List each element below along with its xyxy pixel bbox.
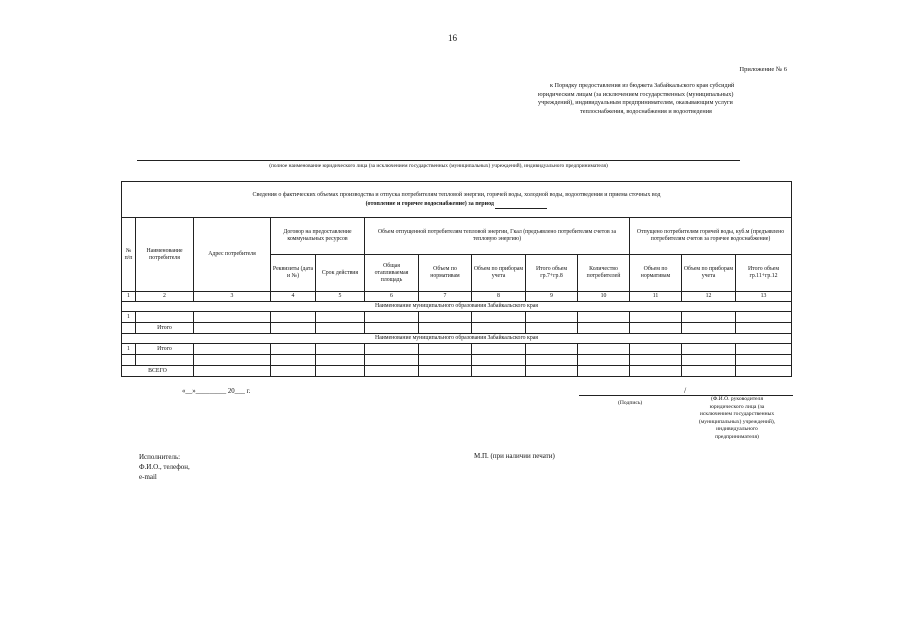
signature-slash: / [684, 386, 687, 395]
table-cell [271, 323, 316, 334]
table-cell [630, 355, 682, 366]
table-cell [578, 355, 630, 366]
table-cell [316, 366, 365, 377]
order-line: юридическим лицам (за исключением государственных (муниципальных) [538, 90, 734, 98]
table-cell [578, 312, 630, 323]
table-cell [365, 312, 419, 323]
table-cell [736, 366, 792, 377]
table-title-line1: Сведения о фактических объемах производства и отпуска потребителям тепловой энергии, горячей воды, холодной воды, водоотведения и приема сточных вод [252, 191, 661, 198]
table-cell: 1 [122, 312, 136, 323]
table-cell [630, 366, 682, 377]
municipality-label: Наименование муниципального образования Забайкальского края [122, 302, 792, 312]
table-cell [578, 323, 630, 334]
table-row [122, 323, 792, 334]
table-cell: Итого [136, 344, 194, 355]
column-number-cell: 6 [365, 292, 419, 302]
signature-caption: (Подпись) [618, 400, 643, 406]
header-hotwater: Отпущено потребителям горячей воды, куб.м (предъявлено потребителям счетов за горячее водоснабжение) [630, 218, 792, 255]
column-number-cell: 10 [578, 292, 630, 302]
subheader-cell: Объем по нормативам [630, 255, 682, 292]
table-cell: 1 [122, 344, 136, 355]
column-number-cell: 3 [194, 292, 271, 302]
period-blank [495, 202, 547, 209]
column-number-cell: 1 [122, 292, 136, 302]
column-number-cell: 7 [419, 292, 472, 302]
table-cell [316, 312, 365, 323]
table-cell [136, 312, 194, 323]
table-cell [271, 312, 316, 323]
head-caption-line: индивидуального [716, 426, 758, 432]
head-caption-line: юридического лица (за [709, 403, 765, 410]
table-cell [194, 355, 271, 366]
order-line: теплоснабжения, водоснабжения и водоотведения [580, 107, 712, 115]
table-cell [682, 344, 736, 355]
table-cell [419, 312, 472, 323]
executor-line: Исполнитель: [139, 453, 181, 461]
column-number-cell: 8 [472, 292, 526, 302]
column-number-cell: 2 [136, 292, 194, 302]
executor-line: Ф.И.О., телефон, [139, 463, 190, 471]
table-cell [122, 355, 136, 366]
table-title-line2 [123, 200, 790, 209]
table-cell [682, 323, 736, 334]
table-cell [194, 323, 271, 334]
org-name-caption: (полное наименование юридического лица (за исключением государственных (муниципальных) учреждений), индивидуального предпринимателя) [269, 163, 608, 169]
head-caption-line: (Ф.И.О. руководителя [710, 396, 764, 402]
column-number-cell: 13 [736, 292, 792, 302]
municipality-row [122, 302, 792, 312]
table-row [122, 366, 792, 377]
table-cell [194, 344, 271, 355]
head-caption-line: предпринимателя) [715, 433, 759, 440]
subheader-cell: Срок действия [316, 255, 365, 292]
table-cell [271, 344, 316, 355]
table-cell [630, 312, 682, 323]
table-cell [630, 323, 682, 334]
total-cell: ВСЕГО [122, 366, 194, 377]
head-caption-line: исключением государственных [699, 411, 775, 417]
seal-note: М.П. (при наличии печати) [474, 452, 555, 460]
municipality-row [122, 334, 792, 344]
table-cell [365, 323, 419, 334]
table-cell [526, 323, 578, 334]
subheader-cell: Объем по приборам учета [682, 255, 736, 292]
executor-line: e-mail [139, 473, 157, 481]
table-cell: Итого [136, 323, 194, 334]
subheader-cell: Объем по приборам учета [472, 255, 526, 292]
table-cell [122, 323, 136, 334]
table-cell [682, 312, 736, 323]
table-cell [419, 355, 472, 366]
table-cell [736, 323, 792, 334]
municipality-label: Наименование муниципального образования Забайкальского края [122, 334, 792, 344]
table-cell [136, 355, 194, 366]
column-number-cell: 4 [271, 292, 316, 302]
column-number-cell: 5 [316, 292, 365, 302]
report-table [121, 181, 792, 377]
table-cell [194, 366, 271, 377]
table-cell [682, 366, 736, 377]
head-name-caption [691, 396, 783, 441]
table-cell [316, 344, 365, 355]
table-cell [472, 344, 526, 355]
date-line: «__»_________ 20___ г. [182, 388, 251, 395]
table-row [122, 344, 792, 355]
table-cell [526, 312, 578, 323]
column-number-row [122, 292, 792, 302]
order-reference [538, 82, 788, 116]
subheader-cell: Реквизиты (дата и №) [271, 255, 316, 292]
table-cell [736, 312, 792, 323]
table-cell [419, 344, 472, 355]
table-cell [271, 366, 316, 377]
table-row [122, 355, 792, 366]
table-cell [419, 366, 472, 377]
subheader-cell: Количество потребителей [578, 255, 630, 292]
table-cell [194, 312, 271, 323]
page-number: 16 [448, 33, 457, 43]
table-cell [365, 344, 419, 355]
head-caption-line: (муниципальных) учреждений), [698, 418, 776, 425]
table-cell [316, 323, 365, 334]
table-cell [365, 355, 419, 366]
column-number-cell: 11 [630, 292, 682, 302]
table-row [122, 312, 792, 323]
table-cell [578, 366, 630, 377]
annex-label: Приложение № 6 [739, 66, 787, 73]
subheader-cell: Общая отапливаемая площадь [365, 255, 419, 292]
table-cell [526, 355, 578, 366]
table-cell [365, 366, 419, 377]
executor-block [139, 452, 190, 482]
table-cell [472, 355, 526, 366]
subheader-cell: Итого объем гр.11+гр.12 [736, 255, 792, 292]
header-address: Адрес потребителя [194, 218, 271, 292]
table-cell [682, 355, 736, 366]
subheader-cell: Итого объем гр.7+гр.8 [526, 255, 578, 292]
table-cell [271, 355, 316, 366]
header-consumer: Наименование потребителя [136, 218, 194, 292]
table-cell [630, 344, 682, 355]
table-cell [419, 323, 472, 334]
table-title-period: (отопление и горячее водоснабжение) за период [365, 200, 494, 207]
table-cell [736, 355, 792, 366]
header-heat: Объем отпущенной потребителям тепловой энергии, Гкал (предъявлено потребителям счетов за тепловую энергию) [365, 218, 630, 255]
column-number-cell: 12 [682, 292, 736, 302]
table-cell [472, 323, 526, 334]
table-cell [736, 344, 792, 355]
table-cell [578, 344, 630, 355]
org-name-line [137, 160, 740, 161]
table-title [122, 182, 792, 218]
table-cell [526, 344, 578, 355]
header-contract: Договор на предоставление коммунальных ресурсов [271, 218, 365, 255]
table-cell [472, 366, 526, 377]
header-num: № п/п [122, 218, 136, 292]
column-number-cell: 9 [526, 292, 578, 302]
order-line: к Порядку предоставления из бюджета Забайкальского края субсидий [550, 82, 735, 89]
table-cell [316, 355, 365, 366]
subheader-cell: Объем по нормативам [419, 255, 472, 292]
table-cell [526, 366, 578, 377]
order-line: учреждений), индивидуальным предпринимателям, оказывающим услуги [538, 99, 733, 106]
table-cell [472, 312, 526, 323]
